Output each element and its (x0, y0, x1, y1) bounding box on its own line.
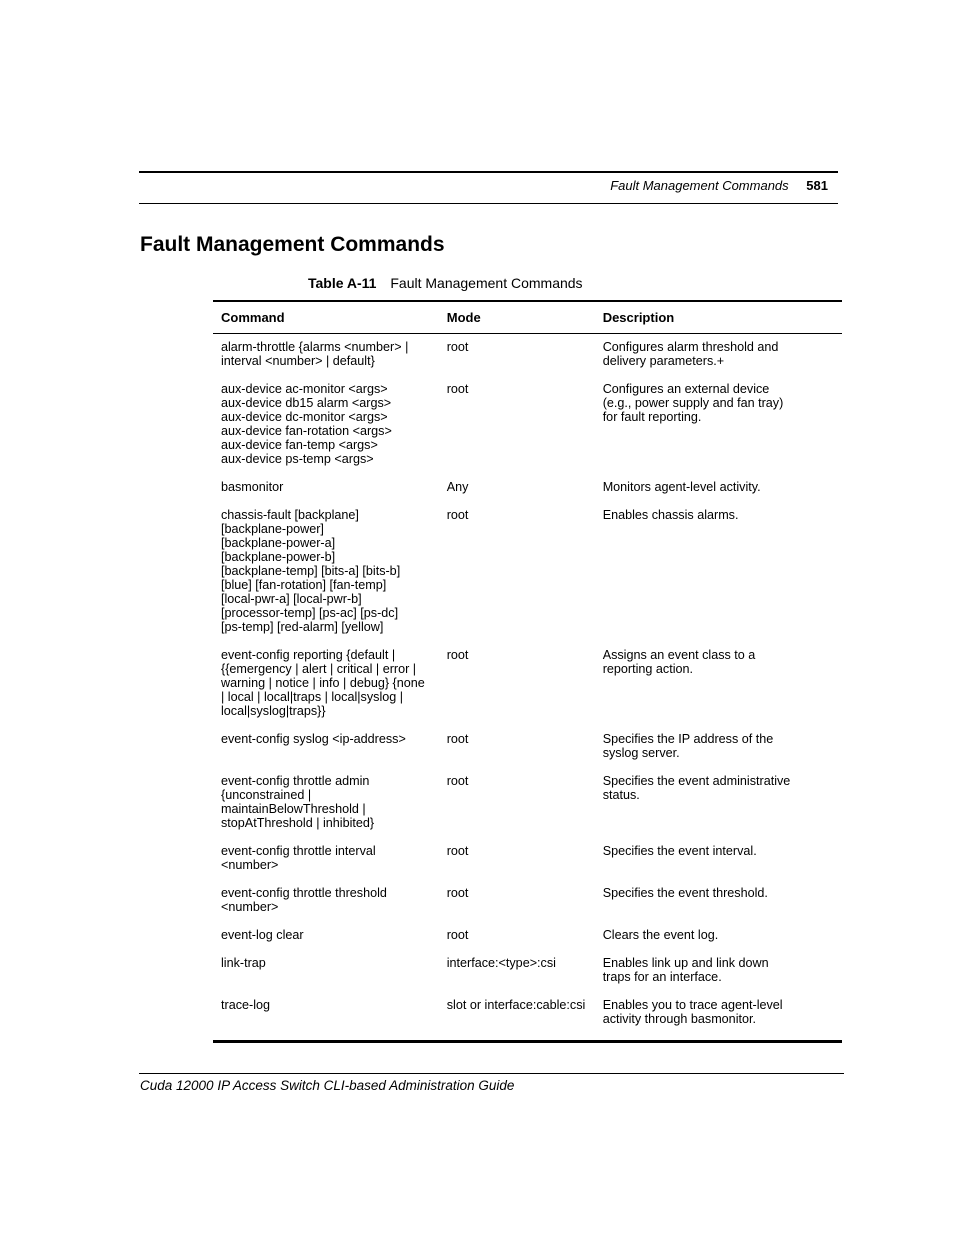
cell-description: Specifies the event interval. (602, 844, 757, 858)
table-caption-label: Table A-11 (308, 275, 377, 291)
footer-book-title: Cuda 12000 IP Access Switch CLI-based Administration Guide (140, 1078, 515, 1093)
table-row (213, 956, 842, 998)
table-row (213, 508, 842, 648)
footer-rule (139, 1073, 844, 1074)
page-number: 581 (806, 178, 828, 193)
table-header-row (213, 301, 842, 334)
cell-command: chassis-fault [backplane] [backplane-power] [backplane-power-a] [backplane-power-b] [backplane-temp] [bits-a] [bits-b] [blue] [fan-rotation] [fan-temp] [local-pwr-a] [local-pwr-b] [processor-temp] [ps-ac] [ps-dc] [ps-temp] [red-alarm] [yellow] (221, 508, 401, 634)
table-row (213, 998, 842, 1042)
cell-description: Configures an external device (e.g., power supply and fan tray) for fault reporting. (602, 382, 784, 424)
header-rule-top (139, 171, 838, 173)
table-row (213, 382, 842, 480)
cell-description: Configures alarm threshold and delivery parameters.+ (602, 340, 779, 368)
table-row (213, 886, 842, 928)
fault-commands-table (213, 300, 842, 1043)
cell-command: aux-device ac-monitor <args> aux-device db15 alarm <args> aux-device dc-monitor <args> aux-device fan-rotation <args> aux-device fan-temp <args> aux-device ps-temp <args> (221, 382, 392, 466)
cell-mode: root (446, 928, 469, 942)
table-row (213, 648, 842, 732)
cell-mode: root (446, 844, 469, 858)
cell-description: Specifies the event administrative status. (602, 774, 791, 802)
table-body (213, 334, 842, 1042)
cell-mode: root (446, 774, 469, 788)
table-header (213, 301, 842, 334)
cell-command: link-trap (221, 956, 266, 970)
table-row (213, 732, 842, 774)
table-caption-title: Fault Management Commands (390, 275, 583, 291)
running-head-title: Fault Management Commands (610, 178, 789, 193)
cell-command: event-config reporting {default | {{emergency | alert | critical | error | warning | notice | info | debug} {none | local | local|traps | local|syslog | local|syslog|traps}} (221, 648, 425, 718)
cell-description: Specifies the IP address of the syslog server. (602, 732, 774, 760)
cell-description: Specifies the event threshold. (602, 886, 768, 900)
table-row (213, 334, 842, 383)
table-row (213, 928, 842, 956)
cell-description: Assigns an event class to a reporting action. (602, 648, 756, 676)
cell-description: Monitors agent-level activity. (602, 480, 761, 494)
cell-command: event-config throttle threshold <number> (221, 886, 387, 914)
section-title: Fault Management Commands (140, 233, 445, 256)
cell-description: Clears the event log. (602, 928, 719, 942)
table-row (213, 774, 842, 844)
cell-command: event-log clear (221, 928, 304, 942)
header-description: Description (602, 310, 675, 325)
cell-description: Enables link up and link down traps for an interface. (602, 956, 769, 984)
table-row (213, 480, 842, 508)
running-head (610, 178, 828, 194)
cell-mode: interface:<type>:csi (446, 956, 556, 970)
cell-mode: slot or interface:cable:csi (446, 998, 586, 1012)
cell-mode: root (446, 732, 469, 746)
header-command: Command (221, 310, 285, 325)
cell-command: event-config throttle admin {unconstrained | maintainBelowThreshold | stopAtThreshold | inhibited} (221, 774, 375, 830)
table-caption (308, 274, 583, 292)
cell-command: event-config throttle interval <number> (221, 844, 376, 872)
header-rule-bottom (139, 203, 838, 204)
cell-command: event-config syslog <ip-address> (221, 732, 406, 746)
cell-mode: root (446, 648, 469, 662)
cell-command: basmonitor (221, 480, 284, 494)
cell-description: Enables you to trace agent-level activity through basmonitor. (602, 998, 783, 1026)
cell-mode: root (446, 508, 469, 522)
cell-command: trace-log (221, 998, 270, 1012)
cell-mode: Any (446, 480, 469, 494)
cell-mode: root (446, 886, 469, 900)
cell-mode: root (446, 382, 469, 396)
cell-command: alarm-throttle {alarms <number> | interval <number> | default} (221, 340, 409, 368)
table-row (213, 844, 842, 886)
cell-description: Enables chassis alarms. (602, 508, 739, 522)
header-mode: Mode (446, 310, 481, 325)
cell-mode: root (446, 340, 469, 354)
